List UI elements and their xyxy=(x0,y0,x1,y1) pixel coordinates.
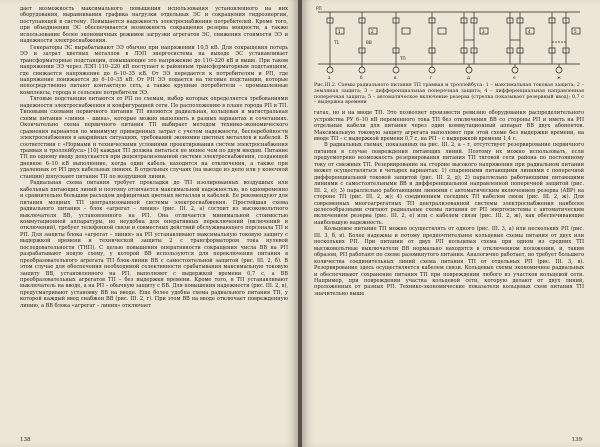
diagram-label: РП xyxy=(316,6,322,11)
diagram-label: ж xyxy=(557,75,561,80)
diagram-label: б xyxy=(360,75,363,80)
diagram-label: 1 xyxy=(338,29,341,34)
figure-caption-text: Рис.III.2. Схемы радиального питания ТП трамвая и троллейбуса: 1 – максимальная токовая защита; 2 – земляная защита; 3 – дифференциальная поперечная защита; 4 – дифференциальная направленная поперечная защита; 5 – автоматическое включение резерва (стрелка показывает резервный ввод); 0,7 с – выдержка времени xyxy=(314,83,584,106)
diagram-label: в xyxy=(394,75,397,80)
diagram-label: 2 xyxy=(371,29,374,34)
paragraph: Тяговые подстанции питаются от РП по схемам, выбор которых определяется требованиями надежности электроснабжения и конфигурацией сети. По расположению в плане города РП и ТП. Типовыми схемами первичного питания ТП являются радиальная, кольцевая и магистральная схемы питания «линия – шина», которые можно выполнить в разных вариантах и сочетаниях. Окончательно схема первичного питания ТП выбирает методом технико-экономического сравнения вариантов по минимуму приведенных затрат с учетом надежности, бесперебойности электроснабжения в аварийных ситуациях, требований экономии цветных металлов и кабелей. В соответствии с «Нормами и техническими условиями проектирования систем электроснабжения трамвая и троллейбуса» [10] каждая ТП должна питаться не менее чем по двум вводам. Питание ТП по одному вводу допускается при децентрализованной системе электроснабжения, создающей дневное 6–10 кВ выполнение, когда один кабель находится на отключения, а также при удаленных от РП двух кабельных линиях. В отдельных случаях (на выезде из депо или у конечной станции) допускают питание ТП по воздушной линии. xyxy=(20,96,288,180)
paragraph: дает возможность максимального повышения использования установленного на них оборудования, выравнивания графика нагрузки отдельных ЭС и сокращения гидроэнергии, поступающей в систему. Повышается надежность электроснабжения потребителей. Кроме того, при объединении ЭС обеспечивается возможность сокращения резерва мощности, а также использование более экономичных режимов загрузки агрегатов ЭС, снижения стоимости ЭЭ и надежности электроснабжения. xyxy=(20,6,288,45)
figure-caption xyxy=(314,83,584,106)
right-page-number: 139 xyxy=(571,437,582,443)
diagram-label: ВВ xyxy=(366,40,372,45)
diagram-label: 5 xyxy=(574,29,577,34)
paragraph: Радиальная схема питания требует прокладки до ТП изолированных воздушных или кабельных питающих линий и поэтому отличается максимальной надежностью, но одновременно и сравнительно большим расходом дефицитных цветных металлов и кабелей. Ее рекомендуют для питания мощных ТП централизованной системы электроснабжения. Простейшая схема радиального питания – блок «агрегат – линия» (рис. III. 2, а) состоит из высоковольтного выключателя ВВ, установленного на РП. Она отличается минимальной стоимостью коммутационной аппаратуры, но неудобна для оперативных переключений (включений и отключений), требует телефонной связи и совместных действий обслуживающего персонала ТП и РП. Для защиты блока «агрегат – линия» на РП устанавливают максимальную токовую защиту с выдержкой времени и технической защиты 2 с трансформатором тока нулевой последовательности (ТНП). С целью повышения оперативности сокращения числа ВВ на РП разрабатывают новую схему, у которой ВВ используются для переключения питания в преобразовательного агрегата ТП блок-линии ВВ с самостоятельной защитой (рис. III. 2, б). В этом случае для обеспечения необходимой селективности срабатывания максимальную токовую защиту ВВ, установленного на РП, выполняют с выдержкой времени 0,7 с, а ВВ преобразовательных агрегатов ТП – без выдержки времени. Кроме того, в ТП устанавливают выключатель на вводе, а на РП – обычную защиту с ВВ. Для повышения надежности (рис. III. 2, в), предусматривают установку ВВ на вводе. Еще более удобна схема радиального питания ТП, у которой каждый ввод снабжен ВВ (рис. III. 2, г). При этом ВВ на вводе отключает поврежденную линию, а ВВ блока «агрегат – линия» отключает xyxy=(20,180,288,309)
right-page-text xyxy=(314,110,584,297)
paragraph: В радиальных схемах, показанных на рис. III. 2, а – г, отсутствует резервирование первичного питания в случае повреждения питающих линий. Поэтому их можно использовать, если предусмотрено возможность резервирования питания ТП тяговой сети района по постоянному току от смежных ТП. Резервирование на стороне высокого напряжения при радиальном питании может осуществляться в четырех вариантах: 1) спаренными питающими линиями с поперечной дифференциальной токовой защитой (рис. III. 2, д); 2) параллельно работающими питающими линиями с самостоятельными ВВ и дифференциальной направленной поперечной защитой (рис. III. 2, е); 3) параллельно работающими линиями с автоматическим включением резерва (АВР) на стороне ТП (рис. III. 2, ж); 4) соединением соседних ТП кабелем связи (рис. III. 2, ж). Для современных многоагрегатных ТП централизованной системы электроснабжения наиболее целесообразными считают радиальные схемы питания от РП энергосистемы с автоматическим включением резерва (рис. III. 2, е) или с кабелем связи (рис. III. 2, ж), как обеспечивающие наибольшую надежность. xyxy=(314,142,584,226)
paragraph: гатах, но и на вводе ТП. Это позволяет произвести ревизию оборудования распределительного устройства РУ 6–10 кВ переменного тока ТП без отключения ВВ со стороны РП и иметь на РП отдельные кабели для питания через один коммутационный аппарат ВВ двух абонентов. Максимальную токовую защиту агрегата выполняют при этой схеме без выдержки времени, на вводе ТП – с выдержкой времени 0,7 с, на РП – с выдержкой времени 1,4 с. xyxy=(314,110,584,142)
left-page xyxy=(0,0,298,447)
left-page-number: 138 xyxy=(20,437,31,443)
diagram-label: ТП xyxy=(400,56,406,61)
diagram-label: д xyxy=(467,75,470,80)
radial-supply-diagram xyxy=(314,4,584,80)
diagram-label: Т1 xyxy=(334,40,340,45)
diagram-label: 3 xyxy=(482,29,485,34)
paragraph: Генераторы ЭС вырабатывают ЭЭ обычно при напряжении 10,5 кВ. Для сокращения потерь ЭЭ и затрат цветных металлов в ЛЭП энергосистема на выходе ЭС устанавливает трансформаторные подстанции, повышающие это напряжение до 110–220 кВ и выше. При таком напряжении ЭЭ через ЛЭП 110–220 кВ поступает к районным трансформаторным подстанциям, где снижается напряжение до 6–10–35 кВ. От ЭЭ передается к потребителям и РП, где напряжение понижается до 6–10–35 кВ. От РП ЭЭ подается на тяговые подстанции, которые непосредственно питают контактную сеть, а также крупные потребители – промышленные комплексы, города и сельские потребители ЭЭ. xyxy=(20,44,288,96)
left-page-text xyxy=(20,6,288,309)
right-page xyxy=(302,0,600,447)
paragraph: Кольцевое питание ТП можно осуществлять от одного (рис. III. 3, а) или нескольких РП (рис. III. 3, б, в). Более надежны и потому предпочтительнее кольцевые схемы питания от двух или нескольких РП. При питании от двух РП кольцевая схема при одном из средних ТП высоковольтные выключатели ВВ нормально находятся в отключенном положении, и, таким образом, РП работают по схеме разомкнутого питания. Аналогично работает, но требует большего количества соединительных линий схема питания ТП от отдельных РП (рис. III. 3, в). Резервирование здесь осуществляется кабелем связи. Кольцевые схемы экономичнее радиальных и обеспечивают сохранение питания ТП при повреждении любого из участков кольцевой сети. Например, при повреждении участка кольцевой сети, которую делают от двух линий, проложенных от разных РП. Технико-экономические показатели кольцевых схем питания ТП значительно выше xyxy=(314,226,584,297)
diagram-label: г xyxy=(430,75,433,80)
diagram-label: а xyxy=(328,75,331,80)
diagram-label: е xyxy=(513,75,516,80)
diagram-label: 4 xyxy=(528,29,531,34)
